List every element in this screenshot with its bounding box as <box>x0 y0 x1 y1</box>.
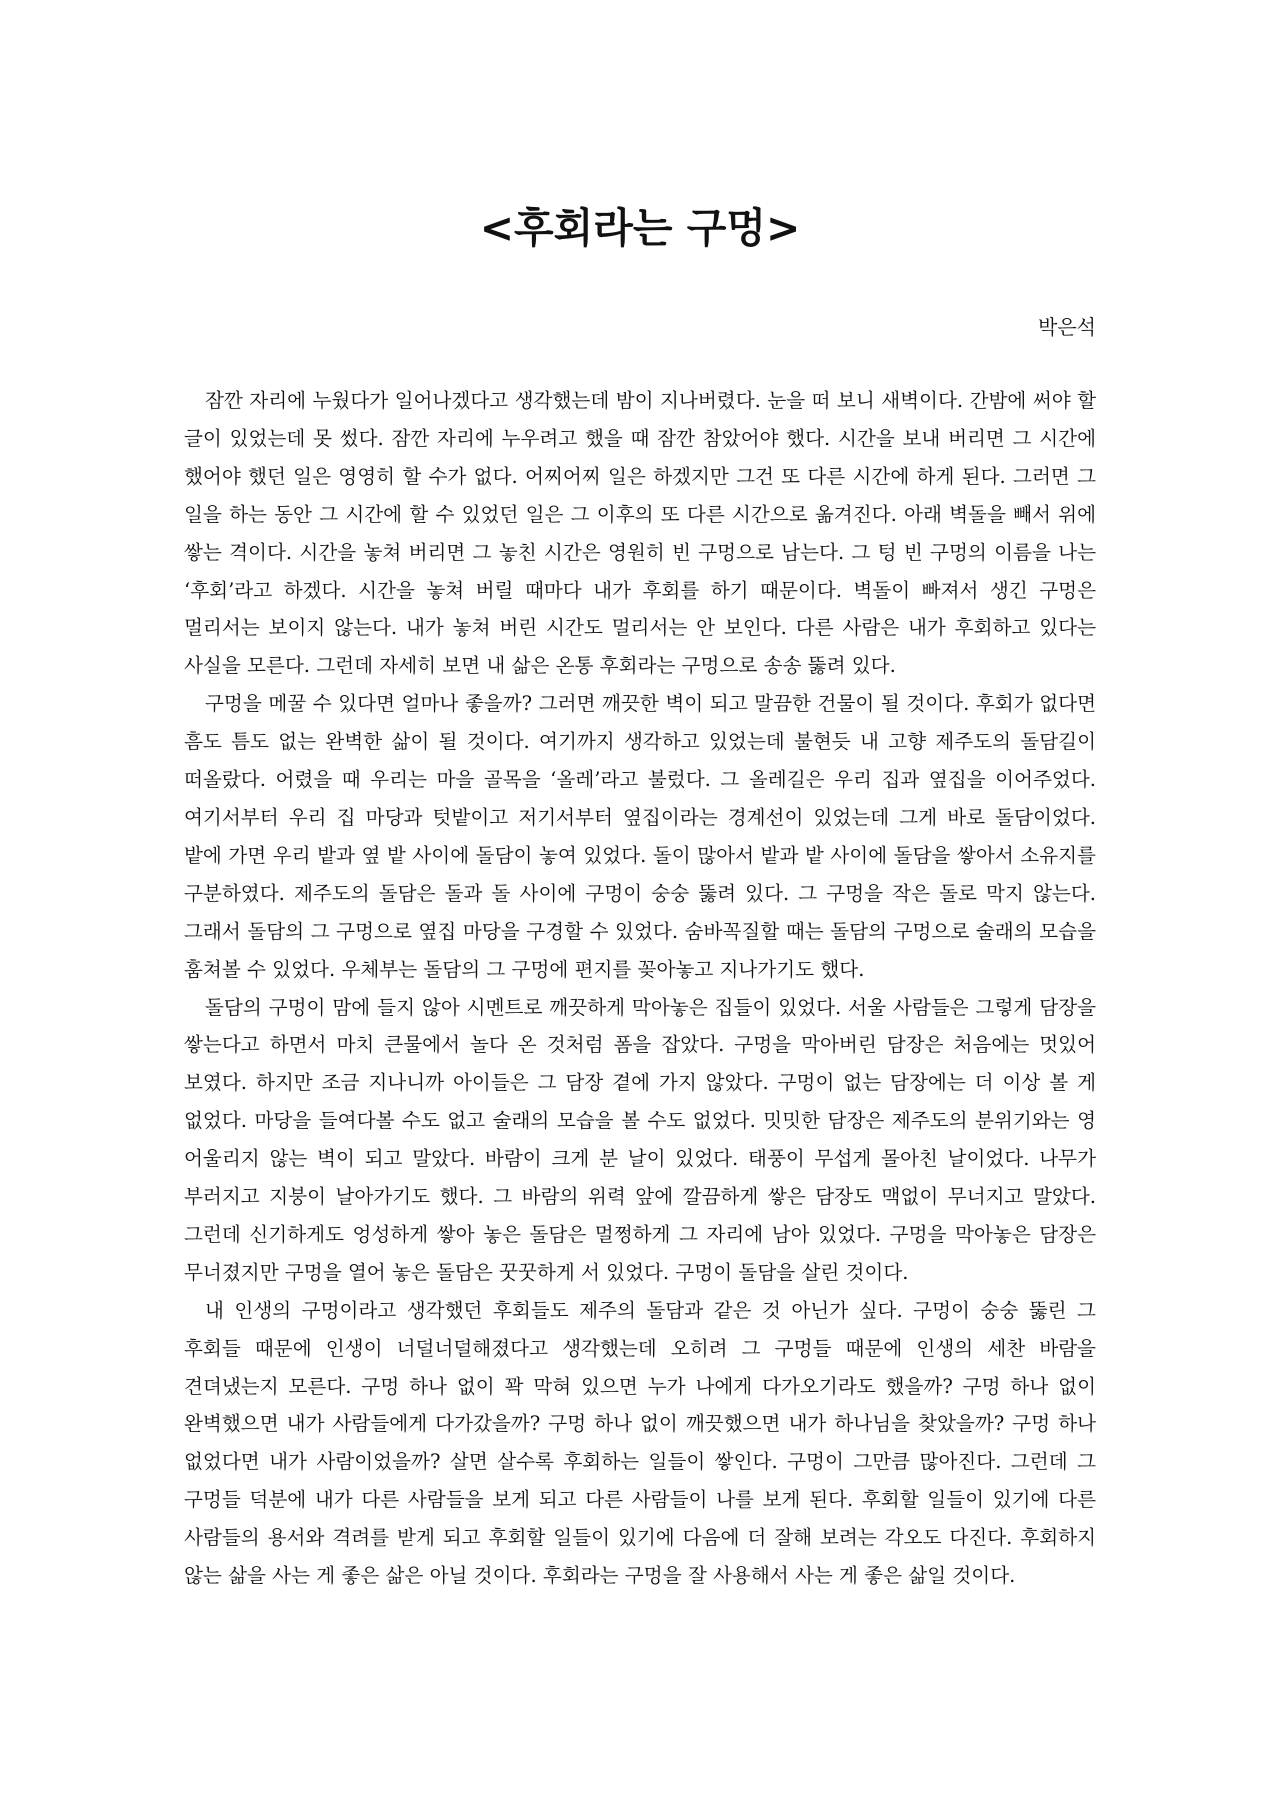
paragraph-2: 구멍을 메꿀 수 있다면 얼마나 좋을까? 그러면 깨끗한 벽이 되고 말끔한 건물이 될 것이다. 후회가 없다면 흠도 틈도 없는 완벽한 삶이 될 것이다. 여기까지 생각하고 있었는데 불현듯 내 고향 제주도의 돌담길이 떠올랐다. 어렸을 때 우리는 마을 골목을 ‘올레’라고 불렀다. 그 올레길은 우리 집과 옆집을 이어주었다. 여기서부터 우리 집 마당과 텃밭이고 저기서부터 옆집이라는 경계선이 있었는데 그게 바로 돌담이었다. 밭에 가면 우리 밭과 옆 밭 사이에 돌담이 놓여 있었다. 돌이 많아서 밭과 밭 사이에 돌담을 쌓아서 소유지를 구분하였다. 제주도의 돌담은 돌과 돌 사이에 구멍이 숭숭 뚫려 있다. 그 구멍을 작은 돌로 막지 않는다. 그래서 돌담의 그 구멍으로 옆집 마당을 구경할 수 있었다. 숨바꼭질할 때는 돌담의 구멍으로 술래의 모습을 훔쳐볼 수 있었다. 우체부는 돌담의 그 구멍에 편지를 꽂아놓고 지나가기도 했다. <box>184 692 1096 981</box>
paragraph-4: 내 인생의 구멍이라고 생각했던 후회들도 제주의 돌담과 같은 것 아닌가 싶다. 구멍이 숭숭 뚫린 그 후회들 때문에 인생이 너덜너덜해졌다고 생각했는데 오히려 그 구멍들 때문에 인생의 세찬 바람을 견뎌냈는지 모른다. 구멍 하나 없이 꽉 막혀 있으면 누가 나에게 다가오기라도 했을까? 구멍 하나 없이 완벽했으면 내가 사람들에게 다가갔을까? 구멍 하나 없이 깨끗했으면 내가 하나님을 찾았을까? 구멍 하나 없었다면 내가 사람이었을까? 살면 살수록 후회하는 일들이 쌓인다. 구멍이 그만큼 많아진다. 그런데 그 구멍들 덕분에 내가 다른 사람들을 보게 되고 다른 사람들이 나를 보게 된다. 후회할 일들이 있기에 다른 사람들의 용서와 격려를 받게 되고 후회할 일들이 있기에 다음에 더 잘해 보려는 각오도 다진다. 후회하지 않는 삶을 사는 게 좋은 삶은 아닐 것이다. 후회라는 구멍을 잘 사용해서 사는 게 좋은 삶일 것이다. <box>184 1298 1096 1588</box>
paragraph-3: 돌담의 구멍이 맘에 들지 않아 시멘트로 깨끗하게 막아놓은 집들이 있었다. 서울 사람들은 그렇게 담장을 쌓는다고 하면서 마치 큰물에서 놀다 온 것처럼 폼을 잡았다. 구멍을 막아버린 담장은 처음에는 멋있어 보였다. 하지만 조금 지나니까 아이들은 그 담장 곁에 가지 않았다. 구멍이 없는 담장에는 더 이상 볼 게 없었다. 마당을 들여다볼 수도 없고 술래의 모습을 볼 수도 없었다. 밋밋한 담장은 제주도의 분위기와는 영 어울리지 않는 벽이 되고 말았다. 바람이 크게 분 날이 있었다. 태풍이 무섭게 몰아친 날이었다. 나무가 부러지고 지붕이 날아가기도 했다. 그 바람의 위력 앞에 깔끔하게 쌓은 담장도 맥없이 무너지고 말았다. 그런데 신기하게도 엉성하게 쌓아 놓은 돌담은 멀쩡하게 그 자리에 남아 있었다. 구멍을 막아놓은 담장은 무너졌지만 구멍을 열어 놓은 돌담은 꿋꿋하게 서 있었다. 구멍이 돌담을 살린 것이다. <box>184 995 1096 1284</box>
document-title: <후회라는 구멍> <box>479 204 801 252</box>
document-body <box>184 382 1096 1595</box>
author-name: 박은석 <box>1038 315 1096 339</box>
paragraph-1: 잠깐 자리에 누웠다가 일어나겠다고 생각했는데 밤이 지나버렸다. 눈을 떠 보니 새벽이다. 간밤에 써야 할 글이 있었는데 못 썼다. 잠깐 자리에 누우려고 했을 때 잠깐 참았어야 했다. 시간을 보내 버리면 그 시간에 했어야 했던 일은 영영히 할 수가 없다. 어찌어찌 일은 하겠지만 그건 또 다른 시간에 하게 된다. 그러면 그 일을 하는 동안 그 시간에 할 수 있었던 일은 그 이후의 또 다른 시간으로 옮겨진다. 아래 벽돌을 빼서 위에 쌓는 격이다. 시간을 놓쳐 버리면 그 놓친 시간은 영원히 빈 구멍으로 남는다. 그 텅 빈 구멍의 이름을 나는 ‘후회’라고 하겠다. 시간을 놓쳐 버릴 때마다 내가 후회를 하기 때문이다. 벽돌이 빠져서 생긴 구멍은 멀리서는 보이지 않는다. 내가 놓쳐 버린 시간도 멀리서는 안 보인다. 다른 사람은 내가 후회하고 있다는 사실을 모른다. 그런데 자세히 보면 내 삶은 온통 후회라는 구멍으로 송송 뚫려 있다. <box>184 389 1096 678</box>
